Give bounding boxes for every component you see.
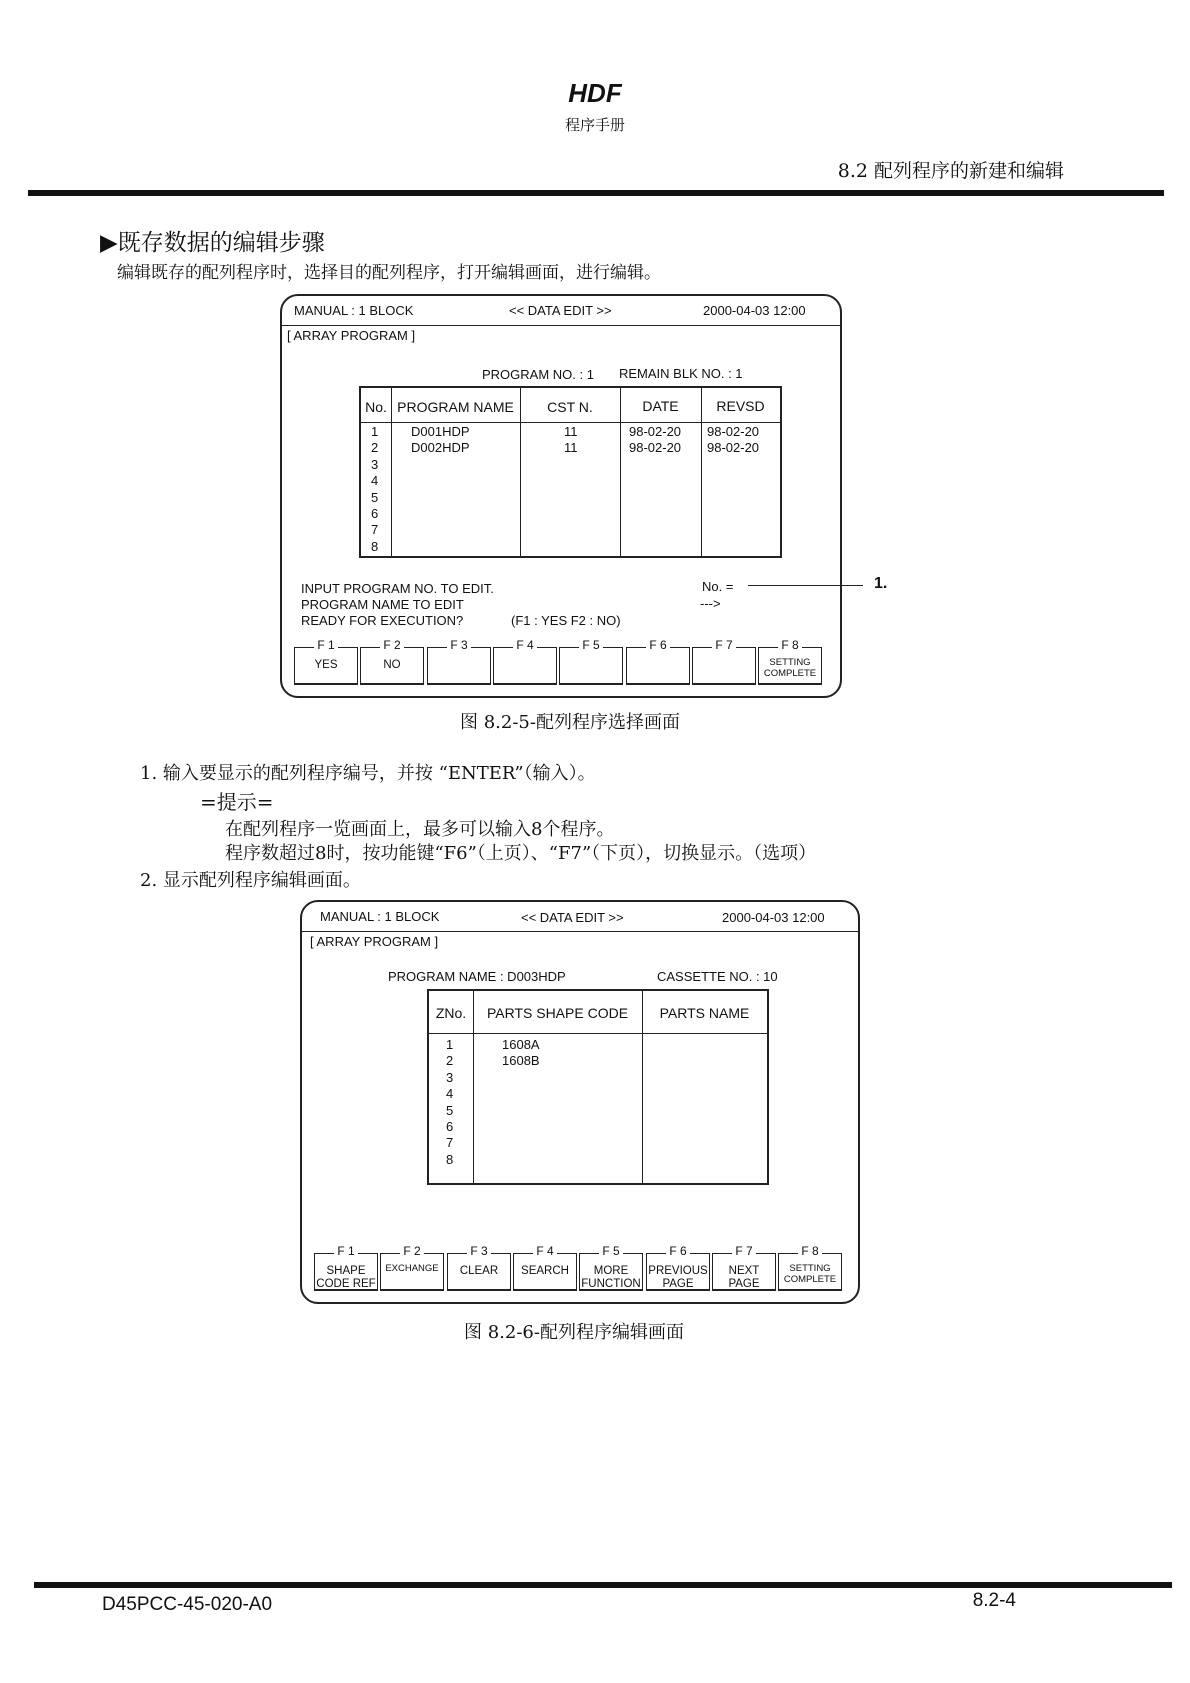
header-line [429, 1033, 767, 1034]
f5-more-function-button[interactable]: F 5 MORE FUNCTION [579, 1253, 643, 1291]
name-arrow: ---> [700, 596, 721, 611]
f7-next-page-button[interactable]: F 7 NEXT PAGE [712, 1253, 776, 1291]
f4-search-button[interactable]: F 4 SEARCH [513, 1253, 577, 1291]
col-header-parts-name: PARTS NAME [659, 1005, 750, 1021]
program-edit-screen [300, 900, 860, 1304]
program-no-input[interactable]: No. = [702, 579, 734, 594]
shape-codes: 1608A 1608B [502, 1037, 540, 1069]
header-line [361, 422, 780, 423]
f2-no-button[interactable]: F 2 NO [360, 647, 424, 685]
section-label: [ ARRAY PROGRAM ] [287, 328, 416, 343]
f6-button[interactable]: F 6 [626, 647, 690, 685]
title-divider [282, 325, 840, 326]
hint-title: =提示= [200, 790, 274, 814]
f3-button[interactable]: F 3 [427, 647, 491, 685]
f6-previous-page-button[interactable]: F 6 PREVIOUS PAGE [646, 1253, 710, 1291]
cassette-no: CASSETTE NO. : 10 [657, 969, 778, 984]
row-numbers: 1 2 3 4 5 6 7 8 [371, 424, 379, 554]
f1-shape-code-ref-button[interactable]: F 1 SHAPE CODE REF [314, 1253, 378, 1291]
callout-label: 1. [874, 575, 888, 592]
mode-status: MANUAL : 1 BLOCK [294, 303, 414, 318]
col-header-shape-code: PARTS SHAPE CODE [486, 1005, 629, 1021]
f3-clear-button[interactable]: F 3 CLEAR [447, 1253, 511, 1291]
f8-setting-complete-button[interactable]: F 8 SETTING COMPLETE [778, 1253, 842, 1291]
col-header-no: No. [365, 399, 387, 415]
col-header-cst: CST N. [547, 399, 593, 415]
f5-button[interactable]: F 5 [559, 647, 623, 685]
date-time: 2000-04-03 12:00 [703, 303, 806, 318]
screen-title: << DATA EDIT >> [521, 910, 624, 925]
title-divider [302, 931, 858, 932]
manual-subtitle: 程序手册 [564, 116, 625, 134]
f7-button[interactable]: F 7 [692, 647, 756, 685]
f8-setting-complete-button[interactable]: F 8 SETTING COMPLETE [758, 647, 822, 685]
step-2: 2. 显示配列程序编辑画面。 [140, 870, 361, 891]
program-names: D001HDP D002HDP [411, 424, 470, 456]
program-no: PROGRAM NO. : 1 [482, 367, 594, 382]
prompt-line-3: READY FOR EXECUTION? [301, 613, 464, 628]
cst-numbers: 11 11 [564, 424, 578, 456]
hint-line-1: 在配列程序一览画面上，最多可以输入8个程序。 [225, 819, 615, 840]
page-number: 8.2-4 [972, 1590, 1016, 1611]
callout-line [748, 585, 863, 586]
program-list-table [359, 386, 782, 558]
program-name: PROGRAM NAME : D003HDP [388, 969, 566, 984]
procedure-title: ▶既存数据的编辑步骤 [100, 230, 325, 256]
col-header-zno: ZNo. [435, 1005, 467, 1021]
prompt-options: (F1 : YES F2 : NO) [511, 613, 621, 628]
col-header-revsd: REVSD [716, 398, 765, 414]
prompt-line-2: PROGRAM NAME TO EDIT [301, 597, 464, 612]
step-1: 1. 输入要显示的配列程序编号，并按 “ENTER”（输入）。 [140, 763, 596, 784]
screen-title: << DATA EDIT >> [509, 303, 612, 318]
parts-table [427, 989, 769, 1185]
procedure-description: 编辑既存的配列程序时，选择目的配列程序，打开编辑画面，进行编辑。 [117, 263, 661, 283]
dates: 98-02-20 98-02-20 [629, 424, 682, 456]
program-select-screen [280, 294, 842, 698]
remain-blk-no: REMAIN BLK NO. : 1 [619, 366, 743, 381]
figure-caption-2: 图 8.2-6-配列程序编辑画面 [464, 1322, 684, 1343]
col-header-date: DATE [642, 398, 679, 414]
revised-dates: 98-02-20 98-02-20 [707, 424, 760, 456]
date-time: 2000-04-03 12:00 [722, 910, 825, 925]
document-code: D45PCC-45-020-A0 [102, 1594, 273, 1615]
f4-button[interactable]: F 4 [493, 647, 557, 685]
figure-caption-1: 图 8.2-5-配列程序选择画面 [460, 712, 680, 733]
footer-rule [34, 1582, 1172, 1588]
col-header-program-name: PROGRAM NAME [397, 399, 514, 415]
prompt-line-1: INPUT PROGRAM NO. TO EDIT. [301, 581, 494, 596]
f2-exchange-button[interactable]: F 2 EXCHANGE [380, 1253, 444, 1291]
header-rule [28, 190, 1164, 196]
manual-brand: HDF [568, 78, 622, 108]
section-heading: 8.2 配列程序的新建和编辑 [837, 160, 1064, 182]
hint-line-2: 程序数超过8时，按功能键“F6”（上页）、“F7”（下页），切换显示。（选项） [225, 843, 817, 864]
section-label: [ ARRAY PROGRAM ] [310, 934, 439, 949]
row-numbers: 1 2 3 4 5 6 7 8 [446, 1037, 454, 1167]
mode-status: MANUAL : 1 BLOCK [320, 909, 440, 924]
f1-yes-button[interactable]: F 1 YES [294, 647, 358, 685]
